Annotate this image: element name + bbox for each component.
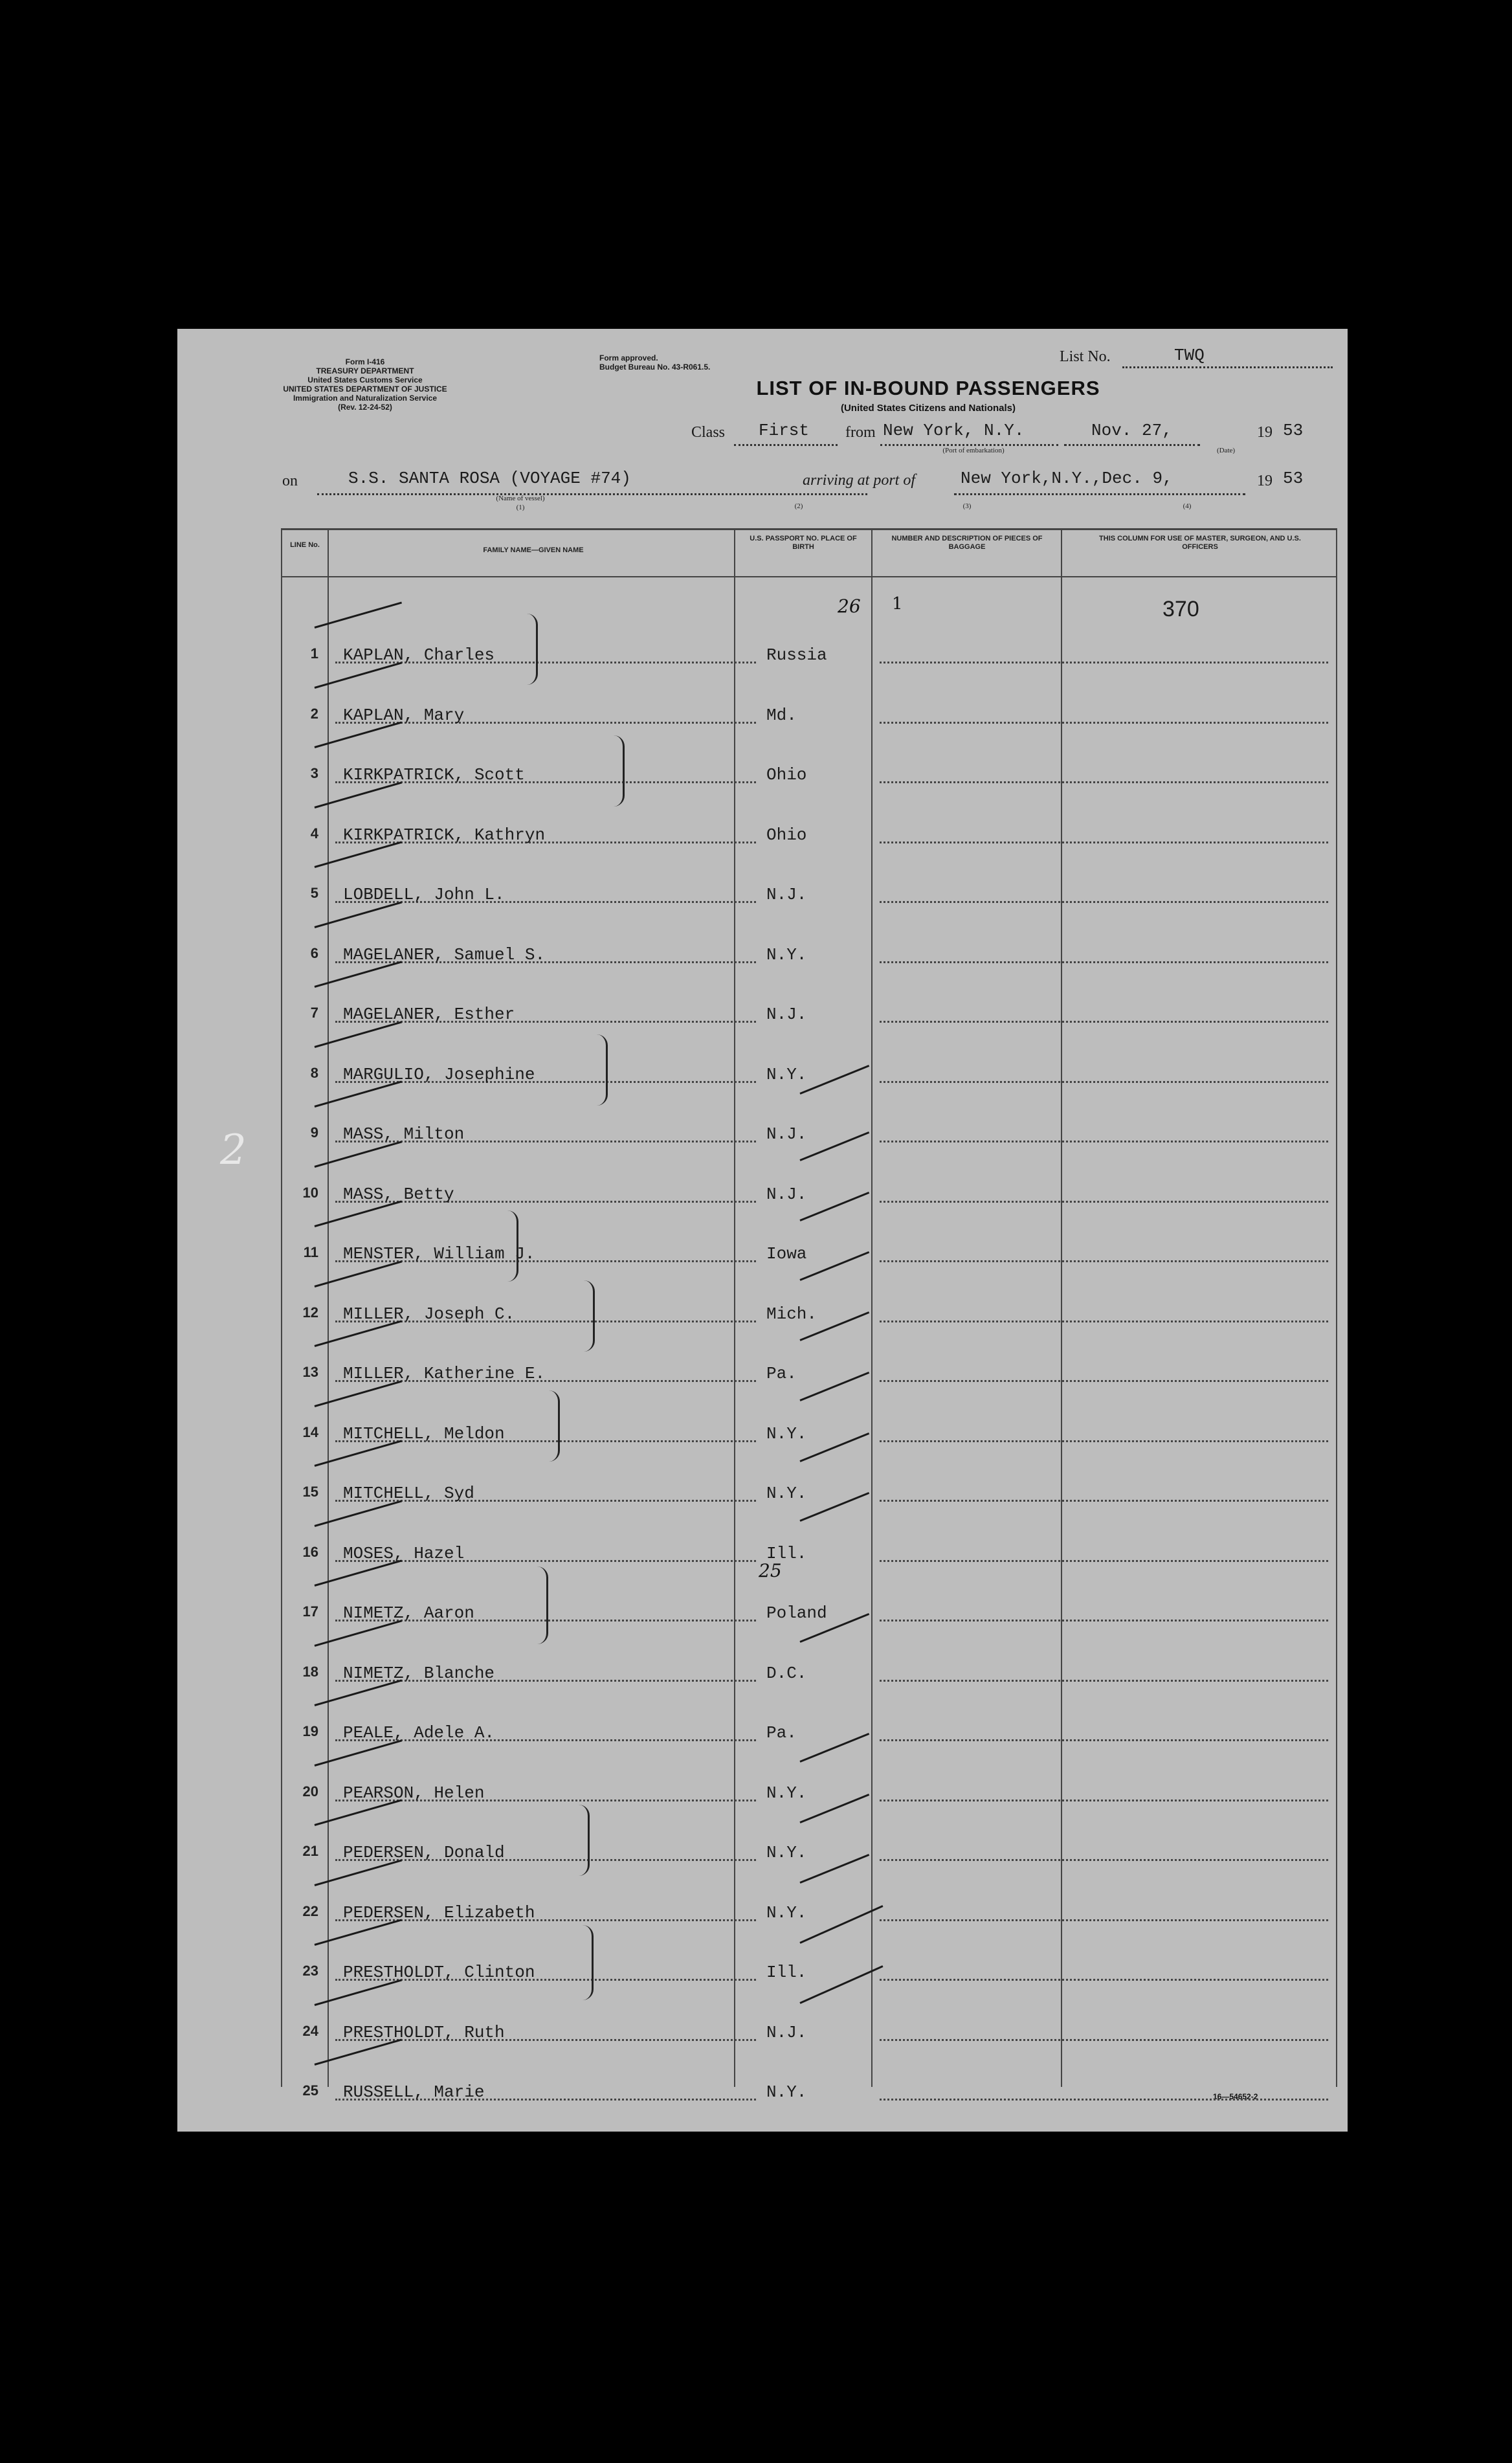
family-brace	[614, 735, 625, 807]
manifest-sheet	[177, 329, 1348, 2132]
row17-birth-note: 25	[759, 1560, 782, 1581]
line-number: 2	[310, 705, 318, 722]
passenger-name: KIRKPATRICK, Scott	[343, 765, 525, 785]
line-number: 1	[310, 645, 318, 662]
from-date-dotted-line	[1064, 444, 1200, 446]
line-number: 20	[302, 1783, 318, 1800]
place-of-birth: N.J.	[766, 885, 807, 904]
table-row	[177, 1565, 1348, 1625]
embarkation-year-value: 53	[1283, 421, 1304, 440]
line-number: 12	[302, 1304, 318, 1321]
remarks-dotted-line	[880, 1500, 1328, 1502]
vessel-caption: (Name of vessel)	[496, 495, 545, 502]
line-number: 16	[302, 1543, 318, 1560]
line-number: 4	[310, 825, 318, 841]
page-subtitle: (United States Citizens and Nationals)	[840, 403, 1016, 414]
passenger-name: MAGELANER, Esther	[343, 1005, 515, 1024]
dept-treasury: TREASURY DEPARTMENT	[316, 366, 414, 375]
place-of-birth: N.Y.	[766, 1423, 807, 1443]
place-of-birth: N.J.	[766, 2022, 807, 2042]
arrival-year-prefix: 19	[1257, 473, 1273, 489]
line-number: 17	[302, 1603, 318, 1620]
remarks-dotted-line	[880, 1919, 1328, 1921]
class-value: First	[759, 421, 810, 440]
embarkation-port-value: New York, N.Y.	[883, 421, 1025, 440]
table-row	[177, 1206, 1348, 1266]
remarks-dotted-line	[880, 2099, 1328, 2101]
from-label: from	[845, 424, 876, 441]
caption-1: (1)	[516, 504, 525, 511]
port-caption: (Port of embarkation)	[942, 447, 1005, 454]
passenger-name: PRESTHOLDT, Ruth	[343, 2022, 505, 2042]
remarks-dotted-line	[880, 1260, 1328, 1262]
table-row	[177, 1146, 1348, 1207]
form-number: Form I-416	[345, 357, 385, 366]
from-dotted-line	[880, 444, 1058, 446]
place-of-birth: N.Y.	[766, 1484, 807, 1503]
line-number: 14	[302, 1423, 318, 1440]
place-of-birth: N.Y.	[766, 2082, 807, 2102]
from-year-prefix: 19	[1257, 424, 1273, 441]
family-brace	[579, 1805, 590, 1876]
form-revision: (Rev. 12-24-52)	[338, 403, 392, 412]
caption-2: (2)	[794, 502, 803, 510]
arrival-dotted-line	[954, 493, 1245, 495]
passenger-name: MITCHELL, Syd	[343, 1484, 474, 1503]
place-of-birth: Mich.	[766, 1304, 817, 1324]
arrival-port-date-value: New York,N.Y.,Dec. 9,	[961, 469, 1173, 488]
remarks-dotted-line	[880, 1620, 1328, 1622]
remarks-dotted-line	[880, 1560, 1328, 1562]
row1-birth-note: 26	[838, 596, 861, 617]
passenger-name: LOBDELL, John L.	[343, 885, 505, 904]
col-header-name: FAMILY NAME—GIVEN NAME	[483, 546, 584, 554]
remarks-dotted-line	[880, 1680, 1328, 1682]
passenger-name: KAPLAN, Charles	[343, 645, 495, 665]
remarks-dotted-line	[880, 1739, 1328, 1741]
passenger-name: PEARSON, Helen	[343, 1783, 485, 1803]
margin-mark: 2	[220, 1126, 247, 1174]
family-brace	[597, 1034, 608, 1106]
table-row	[177, 1985, 1348, 2045]
place-of-birth: Pa.	[766, 1723, 797, 1743]
table-header-rule	[281, 576, 1336, 577]
on-label: on	[282, 473, 298, 489]
place-of-birth: Ohio	[766, 765, 807, 785]
remarks-dotted-line	[880, 722, 1328, 724]
col-header-baggage: NUMBER AND DESCRIPTION OF PIECES OF BAGGAGE	[891, 535, 1043, 551]
family-brace	[583, 1925, 594, 2000]
table-row	[177, 1805, 1348, 1865]
table-top-rule	[281, 528, 1336, 530]
table-row	[177, 1386, 1348, 1446]
passenger-name: PEDERSEN, Elizabeth	[343, 1902, 535, 1922]
place-of-birth: Russia	[766, 645, 827, 665]
table-row	[177, 1865, 1348, 1925]
approval-block	[599, 353, 710, 372]
vessel-name-value: S.S. SANTA ROSA (VOYAGE #74)	[348, 469, 631, 488]
budget-bureau-no: Budget Bureau No. 43-R061.5.	[599, 362, 711, 372]
family-brace	[507, 1210, 518, 1282]
line-number: 13	[302, 1364, 318, 1380]
passenger-name: MASS, Milton	[343, 1124, 465, 1144]
line-number: 25	[302, 2082, 318, 2099]
line-number: 6	[310, 944, 318, 961]
col-header-line-no: LINE No.	[290, 541, 320, 549]
col-header-officers: THIS COLUMN FOR USE OF MASTER, SURGEON, AND U.S. OFFICERS	[1099, 535, 1301, 551]
remarks-dotted-line	[880, 961, 1328, 963]
passenger-name: MILLER, Joseph C.	[343, 1304, 515, 1324]
passenger-name: NIMETZ, Aaron	[343, 1603, 474, 1623]
passenger-name: MILLER, Katherine E.	[343, 1364, 546, 1383]
remarks-dotted-line	[880, 1081, 1328, 1083]
place-of-birth: N.J.	[766, 1184, 807, 1204]
line-number: 23	[302, 1963, 318, 1979]
passenger-name: MAGELANER, Samuel S.	[343, 944, 546, 964]
table-row	[177, 907, 1348, 967]
line-number: 19	[302, 1723, 318, 1739]
place-of-birth: D.C.	[766, 1663, 807, 1683]
passenger-name: MASS, Betty	[343, 1184, 454, 1204]
line-number: 5	[310, 885, 318, 901]
table-row	[177, 1445, 1348, 1506]
form-id-block	[268, 357, 462, 412]
list-no-value: TWQ	[1174, 346, 1205, 365]
passenger-name: KAPLAN, Mary	[343, 705, 465, 725]
passenger-name: RUSSELL, Marie	[343, 2082, 485, 2102]
table-row	[177, 2044, 1348, 2104]
class-label: Class	[691, 424, 726, 441]
family-brace	[584, 1280, 595, 1352]
passenger-name: PRESTHOLDT, Clinton	[343, 1963, 535, 1982]
line-number: 10	[302, 1184, 318, 1201]
place-of-birth: N.Y.	[766, 1902, 807, 1922]
remarks-dotted-line	[880, 901, 1328, 903]
caption-3: (3)	[962, 502, 972, 510]
remarks-dotted-line	[880, 1380, 1328, 1382]
row1-baggage-mark: 1	[892, 594, 903, 614]
table-row	[177, 1924, 1348, 1985]
line-number: 21	[302, 1843, 318, 1859]
table-row	[177, 727, 1348, 787]
family-brace	[527, 614, 538, 685]
caption-4: (4)	[1183, 502, 1192, 510]
table-row	[177, 1685, 1348, 1745]
table-row	[177, 607, 1348, 667]
passenger-name: PEALE, Adele A.	[343, 1723, 495, 1743]
passenger-name: MENSTER, William J.	[343, 1244, 535, 1264]
vessel-dotted-line	[317, 493, 867, 495]
table-row	[177, 787, 1348, 847]
col-header-passport: U.S. PASSPORT NO. PLACE OF BIRTH	[750, 535, 857, 551]
line-number: 9	[310, 1124, 318, 1141]
table-row	[177, 966, 1348, 1027]
line-number: 3	[310, 765, 318, 781]
date-caption: (Date)	[1216, 447, 1236, 454]
remarks-dotted-line	[880, 1979, 1328, 1981]
remarks-dotted-line	[880, 2039, 1328, 2041]
table-row	[177, 1266, 1348, 1326]
place-of-birth: Iowa	[766, 1244, 807, 1264]
place-of-birth: Ill.	[766, 1963, 807, 1982]
passenger-name: MARGULIO, Josephine	[343, 1064, 535, 1084]
print-code: 16—54652-2	[1213, 2092, 1258, 2101]
passenger-name: MITCHELL, Meldon	[343, 1423, 505, 1443]
arrival-year-value: 53	[1283, 469, 1304, 488]
place-of-birth: Poland	[766, 1603, 827, 1623]
list-no-label: List No.	[1060, 348, 1111, 365]
passenger-name: KIRKPATRICK, Kathryn	[343, 825, 546, 845]
remarks-dotted-line	[880, 1800, 1328, 1801]
table-row	[177, 847, 1348, 907]
dept-justice: UNITED STATES DEPARTMENT OF JUSTICE	[283, 384, 447, 394]
place-of-birth: N.Y.	[766, 1783, 807, 1803]
line-number: 11	[303, 1244, 318, 1260]
immigration-service: Immigration and Naturalization Service	[293, 394, 438, 403]
table-row	[177, 1027, 1348, 1087]
place-of-birth: N.Y.	[766, 1843, 807, 1862]
passenger-name: MOSES, Hazel	[343, 1543, 465, 1563]
embarkation-date-value: Nov. 27,	[1091, 421, 1172, 440]
customs-service: United States Customs Service	[307, 375, 423, 384]
place-of-birth: Md.	[766, 705, 797, 725]
table-row	[177, 1625, 1348, 1686]
line-number: 7	[310, 1005, 318, 1021]
line-number: 22	[302, 1902, 318, 1919]
line-number: 24	[302, 2022, 318, 2039]
arriving-label: arriving at port of	[803, 472, 916, 489]
place-of-birth: Ohio	[766, 825, 807, 845]
table-row	[177, 667, 1348, 728]
place-of-birth: Pa.	[766, 1364, 797, 1383]
officer-number: 370	[1162, 597, 1199, 621]
table-row	[177, 1506, 1348, 1566]
place-of-birth: N.Y.	[766, 944, 807, 964]
remarks-dotted-line	[880, 662, 1328, 663]
table-row	[177, 1326, 1348, 1386]
remarks-dotted-line	[880, 781, 1328, 783]
line-number: 18	[302, 1663, 318, 1680]
place-of-birth: N.J.	[766, 1124, 807, 1144]
family-brace	[537, 1566, 548, 1644]
remarks-dotted-line	[880, 1141, 1328, 1142]
table-row	[177, 1745, 1348, 1805]
place-of-birth: N.Y.	[766, 1064, 807, 1084]
remarks-dotted-line	[880, 841, 1328, 843]
remarks-dotted-line	[880, 1201, 1328, 1203]
remarks-dotted-line	[880, 1321, 1328, 1322]
passenger-name: PEDERSEN, Donald	[343, 1843, 505, 1862]
remarks-dotted-line	[880, 1859, 1328, 1861]
list-no-dotted-line	[1122, 366, 1333, 368]
remarks-dotted-line	[880, 1021, 1328, 1023]
table-row	[177, 1086, 1348, 1146]
line-number: 15	[302, 1484, 318, 1500]
class-dotted-line	[734, 444, 838, 446]
line-number: 8	[310, 1064, 318, 1081]
place-of-birth: Ill.	[766, 1543, 807, 1563]
page-title: LIST OF IN-BOUND PASSENGERS	[756, 377, 1100, 399]
family-brace	[549, 1390, 560, 1462]
place-of-birth: N.J.	[766, 1005, 807, 1024]
remarks-dotted-line	[880, 1440, 1328, 1442]
form-approved: Form approved.	[599, 353, 658, 362]
passenger-name: NIMETZ, Blanche	[343, 1663, 495, 1683]
